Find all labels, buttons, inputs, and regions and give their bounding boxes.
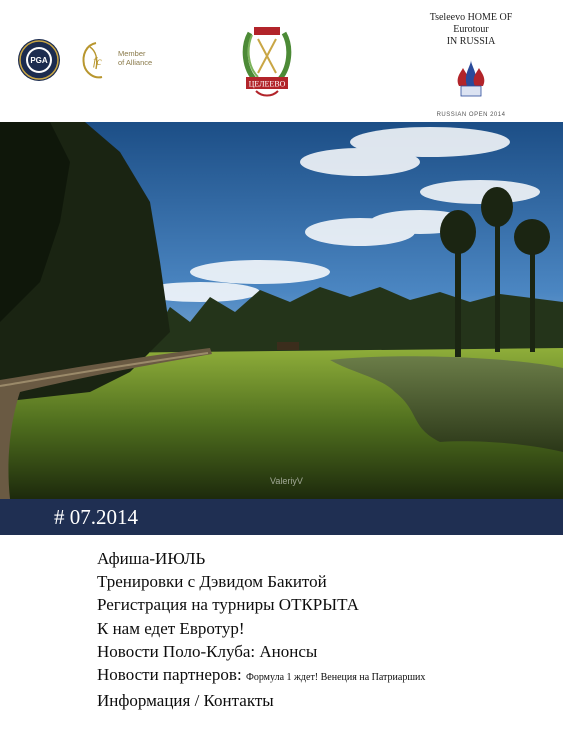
menu-item-label: Тренировки с Дэвидом Бакитой (97, 572, 327, 592)
header (0, 0, 563, 122)
gfc-emblem-icon (76, 39, 116, 83)
russian-open-caption: RUSSIAN OPEN 2014 (436, 112, 506, 118)
menu-item-polo-club-news[interactable] (97, 640, 425, 663)
menu-item-label: К нам едет Евротур! (97, 618, 245, 638)
tseleevo-logo-text: ЦЕЛЕЕВО (248, 79, 286, 89)
golf-course-photo (0, 122, 563, 499)
menu-item-eurotour[interactable] (97, 617, 425, 640)
contents-menu (97, 547, 425, 712)
issue-bar (0, 499, 563, 535)
menu-item-registration[interactable] (97, 593, 425, 616)
menu-item-trainings[interactable] (97, 570, 425, 593)
issue-number: # 07.2014 (54, 505, 138, 529)
gfc-text-line1: Member (118, 49, 146, 58)
menu-item-label: Новости партнеров: (97, 665, 242, 685)
menu-item-label: Информация / Контакты (97, 691, 274, 711)
menu-item-contacts[interactable] (97, 689, 425, 712)
photo-watermark: ValeriyV (270, 476, 303, 486)
menu-item-sublabel: Формула 1 ждет! Венеция на Патриарших (245, 672, 426, 684)
gfc-text-line2: of Alliance (118, 58, 153, 67)
menu-item-label: Новости Поло-Клуба: Анонсы (97, 641, 318, 661)
gfc-alliance-logo[interactable] (76, 39, 156, 83)
menu-item-afisha[interactable] (97, 547, 425, 570)
menu-item-partner-news[interactable] (97, 663, 425, 689)
svg-text:fc: fc (93, 54, 102, 68)
russian-open-domes-icon[interactable] (449, 56, 493, 108)
pga-logo[interactable] (17, 38, 61, 82)
tseleevo-club-logo[interactable] (238, 21, 296, 99)
eurotour-line1: Tseleevo HOME OF Eurotour (429, 12, 513, 35)
pga-logo-text: PGA (30, 56, 48, 65)
gfc-member-text (118, 49, 152, 67)
menu-item-label: Афиша-ИЮЛЬ (97, 549, 206, 568)
menu-item-label: Регистрация на турниры ОТКРЫТА (97, 595, 359, 615)
eurotour-line2: IN RUSSIA (446, 36, 496, 47)
eurotour-block (411, 12, 531, 121)
